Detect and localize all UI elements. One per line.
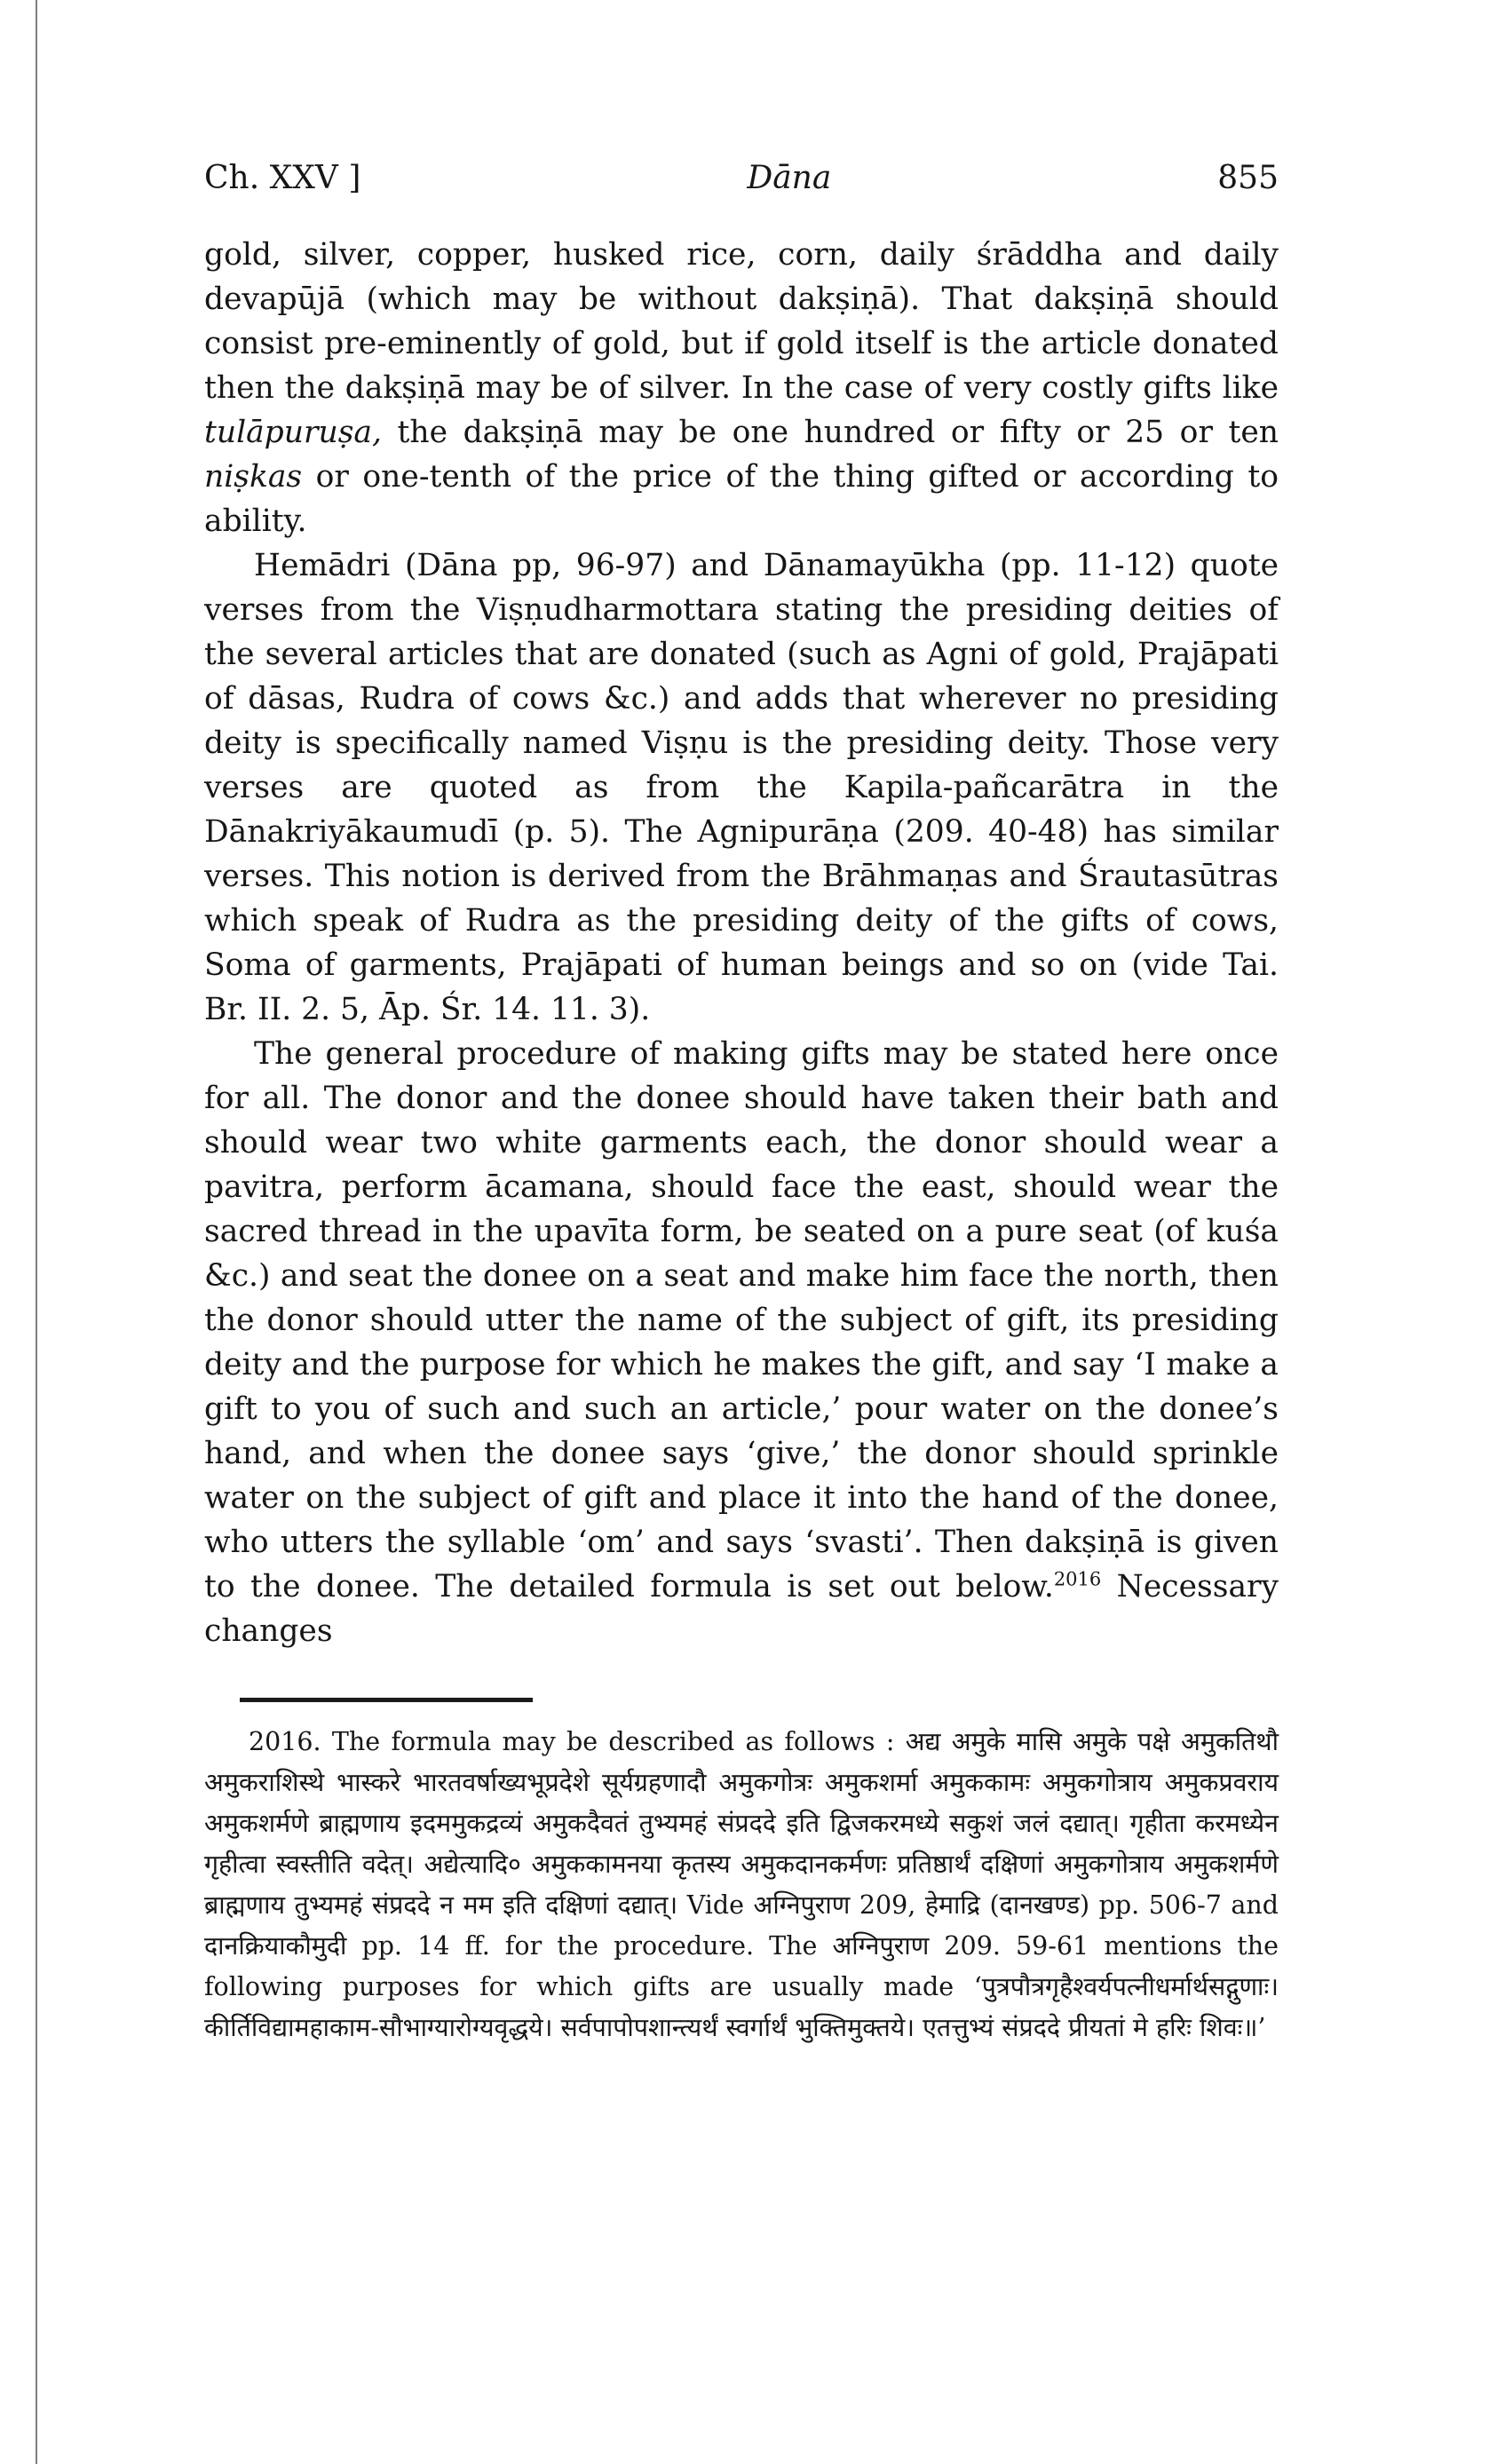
text-segment: the dakṣiṇā may be one hundred or fifty or 25 or ten [381, 415, 1279, 450]
paragraph [204, 233, 1279, 543]
text-segment: Necessary changes [204, 1569, 1279, 1649]
footnote [204, 1722, 1279, 2048]
text-segment: The general procedure of making gifts may be stated here once for all. The donor and the donee should have taken their bath and should wear two white garments each, the donor should wear a pavitra, perform ācamana, should face the east, should wear the sacred thread in the upavīta form, be seated on a pure seat (of kuśa &c.) and seat the donee on a seat and make him face the north, then the donor should utter the name of the subject of gift, its presiding deity and the purpose for which he makes the gift, and say ‘I make a gift to you of such and such an article,’ pour water on the donee’s hand, and when the donee says ‘give,’ the donor should sprinkle water on the subject of gift and place it into the hand of the donee, who utters the syllable ‘om’ and says ‘svasti’. Then dakṣiṇā is given to the donee. The detailed formula is set out below. [204, 1036, 1279, 1604]
footnote-text: The formula may be described as follows : अद्य अमुके मासि अमुके पक्षे अमुकतिथौ अमुकराशिस्थे भास्करे भारतवर्षाख्यभूप्रदेशे सूर्यग्रहणादौ अमुकगोत्रः अमुकशर्मा अमुककामः अमुकगोत्राय अमुकप्रवराय अमुकशर्मणे ब्राह्मणाय इदममुकद्रव्यं अमुकदैवतं तुभ्यमहं संप्रददे इति द्विजकरमध्ये सकुशं जलं दद्यात्। गृहीता करमध्येन गृहीत्वा स्वस्तीति वदेत्। अद्येत्यादि० अमुककामनया कृतस्य अमुकदानकर्मणः प्रतिष्ठार्थं दक्षिणां अमुकगोत्राय अमुकशर्मणे ब्राह्मणाय तुभ्यमहं संप्रददे न मम इति दक्षिणां दद्यात्। Vide अग्निपुराण 209, हेमाद्रि (दानखण्ड) pp. 506-7 and दानक्रियाकौमुदी pp. 14 ff. for the procedure. The अग्निपुराण 209. 59-61 mentions the following purposes for which gifts are usually made ‘पुत्रपौत्रगृहैश्वर्यपत्नीधर्मार्थसद्गुणाः। कीर्तिविद्यामहाकाम-सौभाग्यारोग्यवृद्धये। सर्वपापोपशान्त्यर्थं स्वर्गार्थं भुक्तिमुक्तये। एतत्तुभ्यं संप्रददे प्रीयतां मे हरिः शिवः॥’ [204, 1727, 1279, 2042]
chapter-label: Ch. XXV ] [204, 160, 361, 196]
italic-term: tulāpuruṣa, [204, 415, 382, 450]
paragraph [204, 543, 1279, 1032]
italic-term: niṣkas [204, 459, 303, 495]
body-text [204, 233, 1279, 1653]
paragraph [204, 1032, 1279, 1653]
page-number: 855 [1217, 160, 1279, 196]
text-segment: Hemādri (Dāna pp, 96-97) and Dānamayūkha (pp. 11-12) quote verses from the Viṣṇudharmottara stating the presiding deities of the several articles that are donated (such as Agni of gold, Prajāpati of dāsas, Rudra of cows &c.) and adds that wherever no presiding deity is specifically named Viṣṇu is the presiding deity. Those very verses are quoted as from the Kapila-pañcarātra in the Dānakriyākaumudī (p. 5). The Agnipurāṇa (209. 40-48) has similar verses. This notion is derived from the Brāhmaṇas and Śrautasūtras which speak of Rudra as the presiding deity of the gifts of cows, Soma of garments, Prajāpati of human beings and so on (vide Tai. Br. II. 2. 5, Āp. Śr. 14. 11. 3). [204, 548, 1279, 1027]
page [204, 160, 1279, 2048]
text-segment: gold, silver, copper, husked rice, corn, daily śrāddha and daily devapūjā (which may be without dakṣiṇā). That dakṣiṇā should consist pre-eminently of gold, but if gold itself is the article donated then the dakṣiṇā may be of silver. In the case of very costly gifts like [204, 237, 1279, 406]
footnote-number: 2016. [249, 1727, 321, 1756]
footnote-paragraph [204, 1722, 1279, 2048]
text-segment: or one-tenth of the price of the thing gifted or according to ability. [204, 459, 1279, 539]
running-header [204, 160, 1279, 202]
running-title: Dāna [747, 160, 832, 196]
footnote-reference[interactable]: 2016 [1053, 1568, 1102, 1590]
footnote-rule [240, 1698, 533, 1702]
scan-margin-edge [36, 0, 37, 2464]
